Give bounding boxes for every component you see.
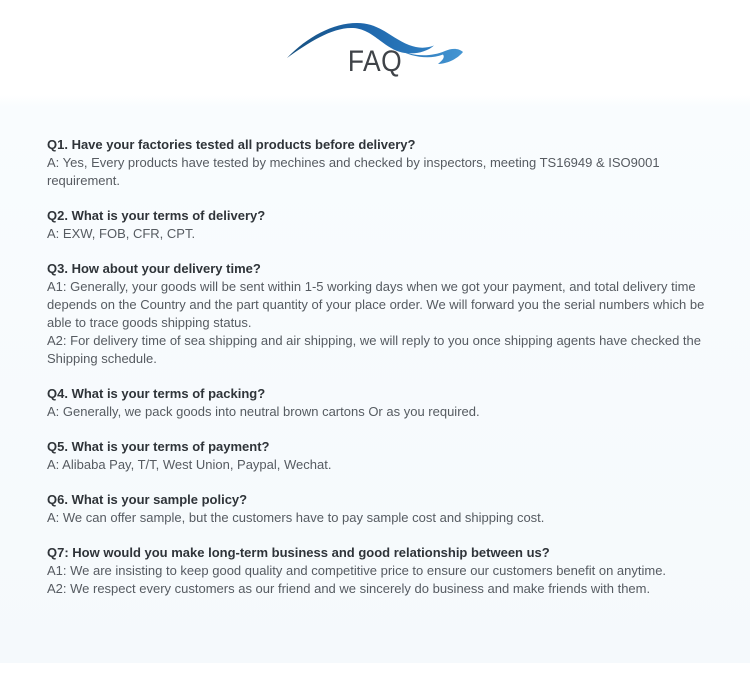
faq-item <box>47 207 705 243</box>
page-header <box>0 0 750 95</box>
faq-answer: A: Generally, we pack goods into neutral brown cartons Or as you required. <box>47 404 480 419</box>
faq-section <box>0 95 750 663</box>
faq-answer: A1: Generally, your goods will be sent within 1-5 working days when we got your payment, and total delivery time depends on the Country and the part quantity of your place order. We will forward you the serial numbers which be able to trace goods shipping status. <box>47 279 705 330</box>
faq-question: Q7: How would you make long-term business and good relationship between us? <box>47 545 550 560</box>
faq-answer: A2: For delivery time of sea shipping and air shipping, we will reply to you once shipping agents have checked the Shipping schedule. <box>47 333 701 366</box>
faq-answer: A: EXW, FOB, CFR, CPT. <box>47 226 196 241</box>
faq-item <box>47 438 705 474</box>
faq-question: Q2. What is your terms of delivery? <box>47 208 266 223</box>
faq-answer: A: Alibaba Pay, T/T, West Union, Paypal, Wechat. <box>47 457 332 472</box>
faq-question: Q3. How about your delivery time? <box>47 261 261 276</box>
page-footer <box>0 663 750 685</box>
faq-question: Q6. What is your sample policy? <box>47 492 248 507</box>
faq-answer: A: Yes, Every products have tested by mechines and checked by inspectors, meeting TS16949 & ISO9001 requirement. <box>47 155 660 188</box>
faq-item <box>47 385 705 421</box>
brand-logo <box>283 12 467 78</box>
faq-answer: A2: We respect every customers as our friend and we sincerely do business and make friends with them. <box>47 581 651 596</box>
faq-answer: A: We can offer sample, but the customers have to pay sample cost and shipping cost. <box>47 510 545 525</box>
faq-item <box>47 491 705 527</box>
faq-question: Q1. Have your factories tested all products before delivery? <box>47 137 416 152</box>
logo-text: FAQ <box>347 45 403 78</box>
faq-item <box>47 260 705 368</box>
faq-item <box>47 544 705 598</box>
faq-question: Q5. What is your terms of payment? <box>47 439 270 454</box>
faq-question: Q4. What is your terms of packing? <box>47 386 266 401</box>
faq-item <box>47 136 705 190</box>
faq-answer: A1: We are insisting to keep good quality and competitive price to ensure our customers benefit on anytime. <box>47 563 667 578</box>
